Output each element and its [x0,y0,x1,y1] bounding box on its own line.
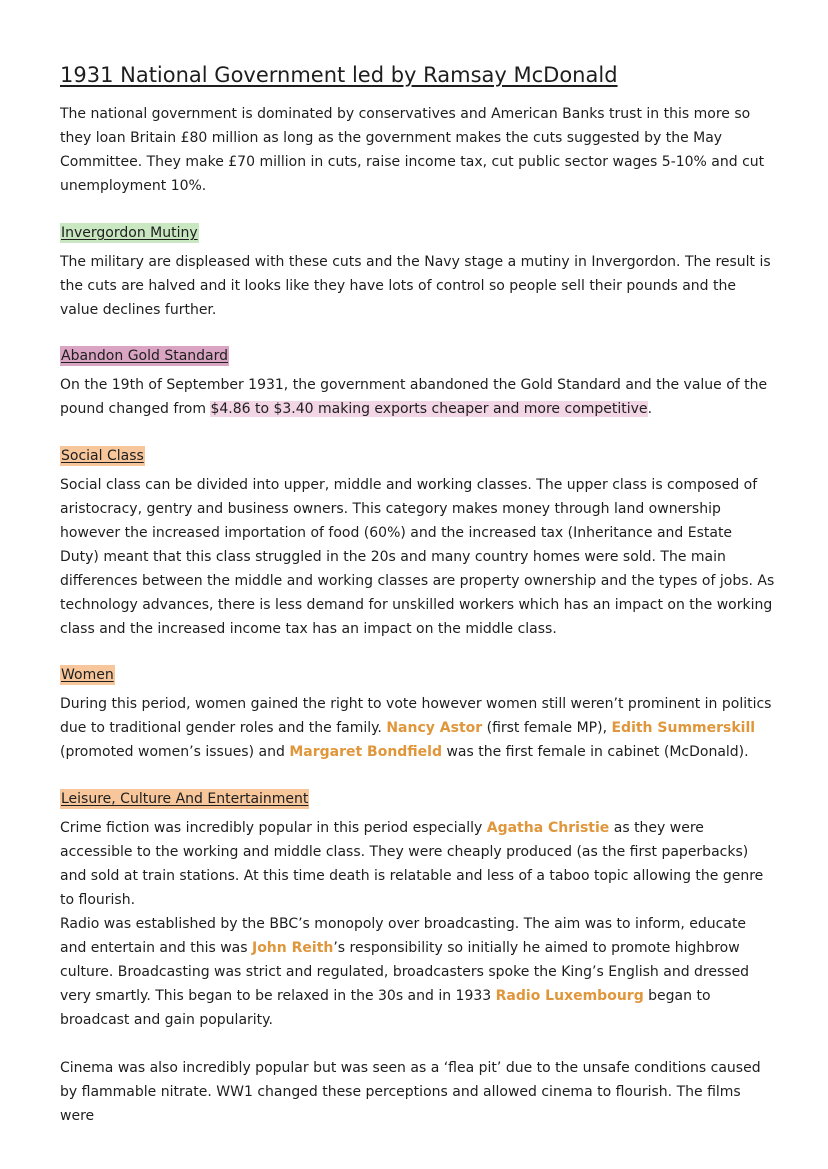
name-margaret-bondfield: Margaret Bondfield [289,744,442,760]
invergordon-section [60,222,775,243]
invergordon-heading: Invergordon Mutiny [61,225,198,241]
gold-text-b: . [647,401,653,417]
leisure-paragraph-2 [60,912,775,1032]
gold-text-a: On the 19th of September 1931, the government abandoned the Gold Standard and the value of the pound changed from [60,377,768,417]
leisure-paragraph-3: Cinema was also incredibly popular but was seen as a ‘flea pit’ due to the unsafe conditions caused by flammable nitrate. WW1 changed these perceptions and allowed cinema to flourish. The films were [60,1060,761,1124]
leisure-text-2a: Radio was established by the BBC’s monopoly over broadcasting. The aim was to inform, educate and entertain and this was [60,916,747,956]
name-edith-summerskill: Edith Summerskill [611,720,756,736]
women-paragraph [60,692,775,764]
women-text-4: was the first female in cabinet (McDonald). [442,744,749,760]
leisure-text-2b: ’s responsibility so initially he aimed to promote highbrow culture. Broadcasting was strict and regulated, broadcasters spoke the King’s English and dressed very smartly. This began to be relaxed in the 30s and in 1933 [60,940,750,1004]
gold-heading: Abandon Gold Standard [61,348,229,364]
social-heading: Social Class [61,448,144,464]
name-john-reith: John Reith [251,940,334,956]
leisure-paragraph-1 [60,816,775,912]
women-text-3: (promoted women’s issues) and [60,744,290,760]
leisure-text-1a: Crime fiction was incredibly popular in this period especially [60,820,487,836]
women-section [60,664,775,685]
social-paragraph: Social class can be divided into upper, middle and working classes. The upper class is composed of aristocracy, gentry and business owners. This category makes money through land ownership however the increased importation of food (60%) and the increased tax (Inheritance and Estate Duty) meant that this class struggled in the 20s and many country homes were sold. The main differences between the middle and working classes are property ownership and the types of jobs. As technology advances, there is less demand for unskilled workers which has an impact on the working class and the increased income tax has an impact on the middle class. [60,477,775,637]
invergordon-paragraph: The military are displeased with these cuts and the Navy stage a mutiny in Invergordon. The result is the cuts are halved and it looks like they have lots of control so people sell their pounds and the value declines further. [60,254,771,318]
page-title: 1931 National Government led by Ramsay McDonald [60,63,618,87]
leisure-heading: Leisure, Culture And Entertainment [61,791,309,807]
gold-paragraph [60,373,775,421]
leisure-text-1b: as they were accessible to the working and middle class. They were cheaply produced (as the first paperbacks) and sold at train stations. At this time death is relatable and less of a taboo topic allowing the genre to flourish. [60,820,764,908]
leisure-section [60,788,775,809]
name-nancy-astor: Nancy Astor [386,720,483,736]
women-text-2: (first female MP), [482,720,612,736]
women-heading: Women [61,667,114,683]
name-radio-luxembourg: Radio Luxembourg [495,988,644,1004]
name-agatha-christie: Agatha Christie [486,820,610,836]
intro-paragraph: The national government is dominated by conservatives and American Banks trust in this more so they loan Britain £80 million as long as the government makes the cuts suggested by the May Committee. They make £70 million in cuts, raise income tax, cut public sector wages 5-10% and cut unemployment 10%. [60,106,765,194]
leisure-text-2c: began to broadcast and gain popularity. [60,988,711,1028]
gold-highlight: $4.86 to $3.40 making exports cheaper and more competitive [210,401,648,417]
women-text-1: During this period, women gained the right to vote however women still weren’t prominent in politics due to traditional gender roles and the family. [60,696,772,736]
social-section [60,445,775,466]
gold-section [60,345,775,366]
